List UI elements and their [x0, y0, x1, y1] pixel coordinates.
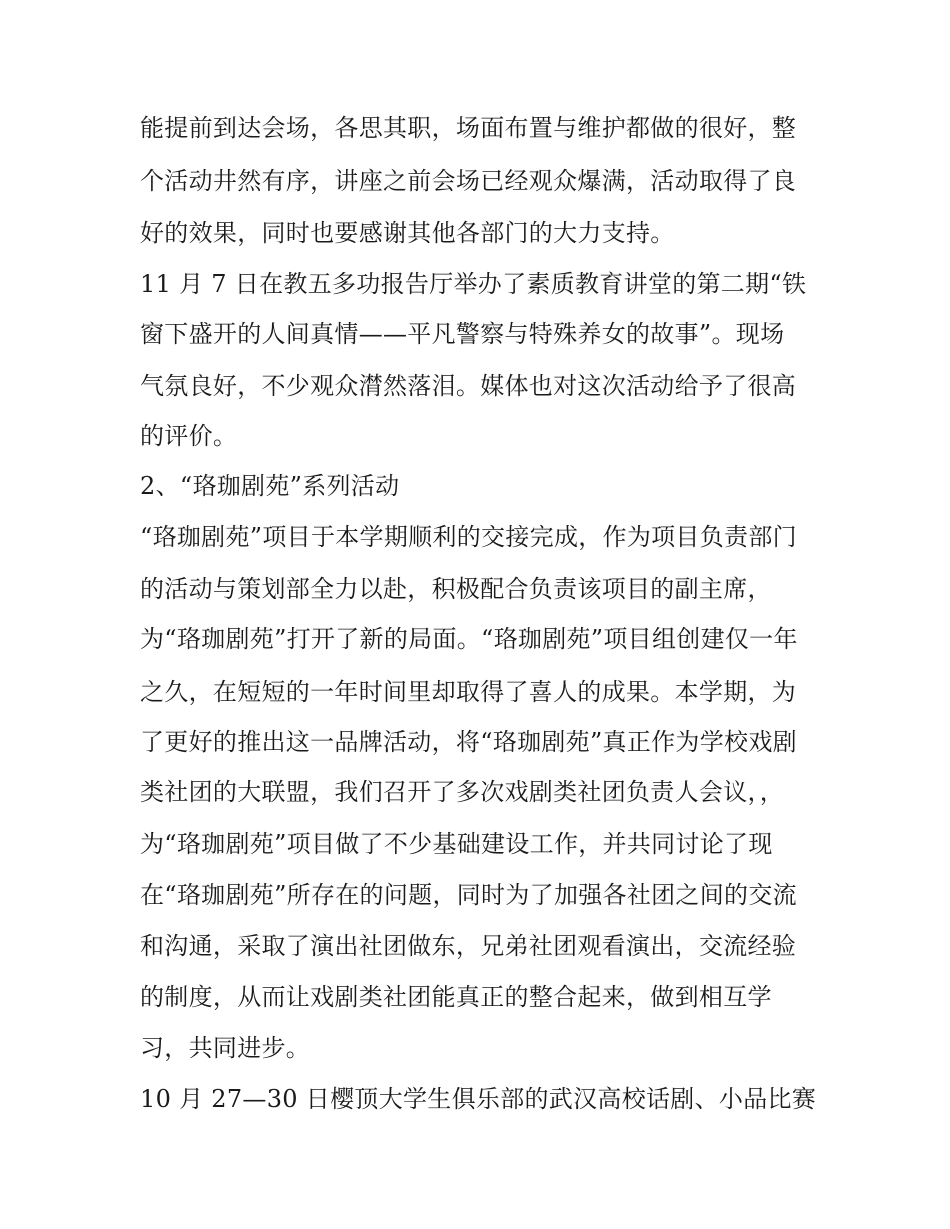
section-heading: 2、“珞珈剧苑”系列活动: [140, 472, 400, 500]
text-line: 了更好的推出这一品牌活动，将“珞珈剧苑”真正作为学校戏剧: [140, 728, 797, 756]
text-line: 窗下盛开的人间真情——平凡警察与特殊养女的故事”。现场: [140, 320, 785, 348]
text-line: 的制度，从而让戏剧类社团能真正的整合起来，做到相互学: [140, 983, 772, 1011]
text-line: 10 月 27—30 日樱顶大学生俱乐部的武汉高校话剧、小品比赛: [140, 1085, 817, 1113]
text-line: 和沟通，采取了演出社团做东，兄弟社团观看演出，交流经验: [140, 932, 797, 960]
text-line: 习，共同进步。: [140, 1034, 311, 1062]
text-line: 的活动与策划部全力以赴，积极配合负责该项目的副主席，: [140, 575, 772, 603]
text-line: 为“珞珈剧苑”项目做了不少基础建设工作，并共同讨论了现: [140, 830, 773, 858]
text-line: 气氛良好，不少观众潸然落泪。媒体也对这次活动给予了很高: [140, 372, 797, 400]
text-line: 之久，在短短的一年时间里却取得了喜人的成果。本学期，为: [140, 678, 797, 706]
text-line: 能提前到达会场，各思其职，场面布置与维护都做的很好，整: [140, 114, 797, 142]
text-line: 个活动井然有序，讲座之前会场已经观众爆满，活动取得了良: [140, 167, 797, 195]
text-line: “珞珈剧苑”项目于本学期顺利的交接完成，作为项目负责部门: [140, 523, 797, 551]
text-line: 的评价。: [140, 422, 238, 450]
text-line: 类社团的大联盟，我们召开了多次戏剧类社团负责人会议，，: [140, 778, 785, 806]
text-line: 好的效果，同时也要感谢其他各部门的大力支持。: [140, 219, 675, 247]
text-line: 在“珞珈剧苑”所存在的问题，同时为了加强各社团之间的交流: [140, 881, 797, 909]
text-line: 11 月 7 日在教五多功报告厅举办了素质教育讲堂的第二期“铁: [140, 270, 807, 298]
text-line: 为“珞珈剧苑”打开了新的局面。“珞珈剧苑”项目组创建仅一年: [140, 625, 798, 653]
